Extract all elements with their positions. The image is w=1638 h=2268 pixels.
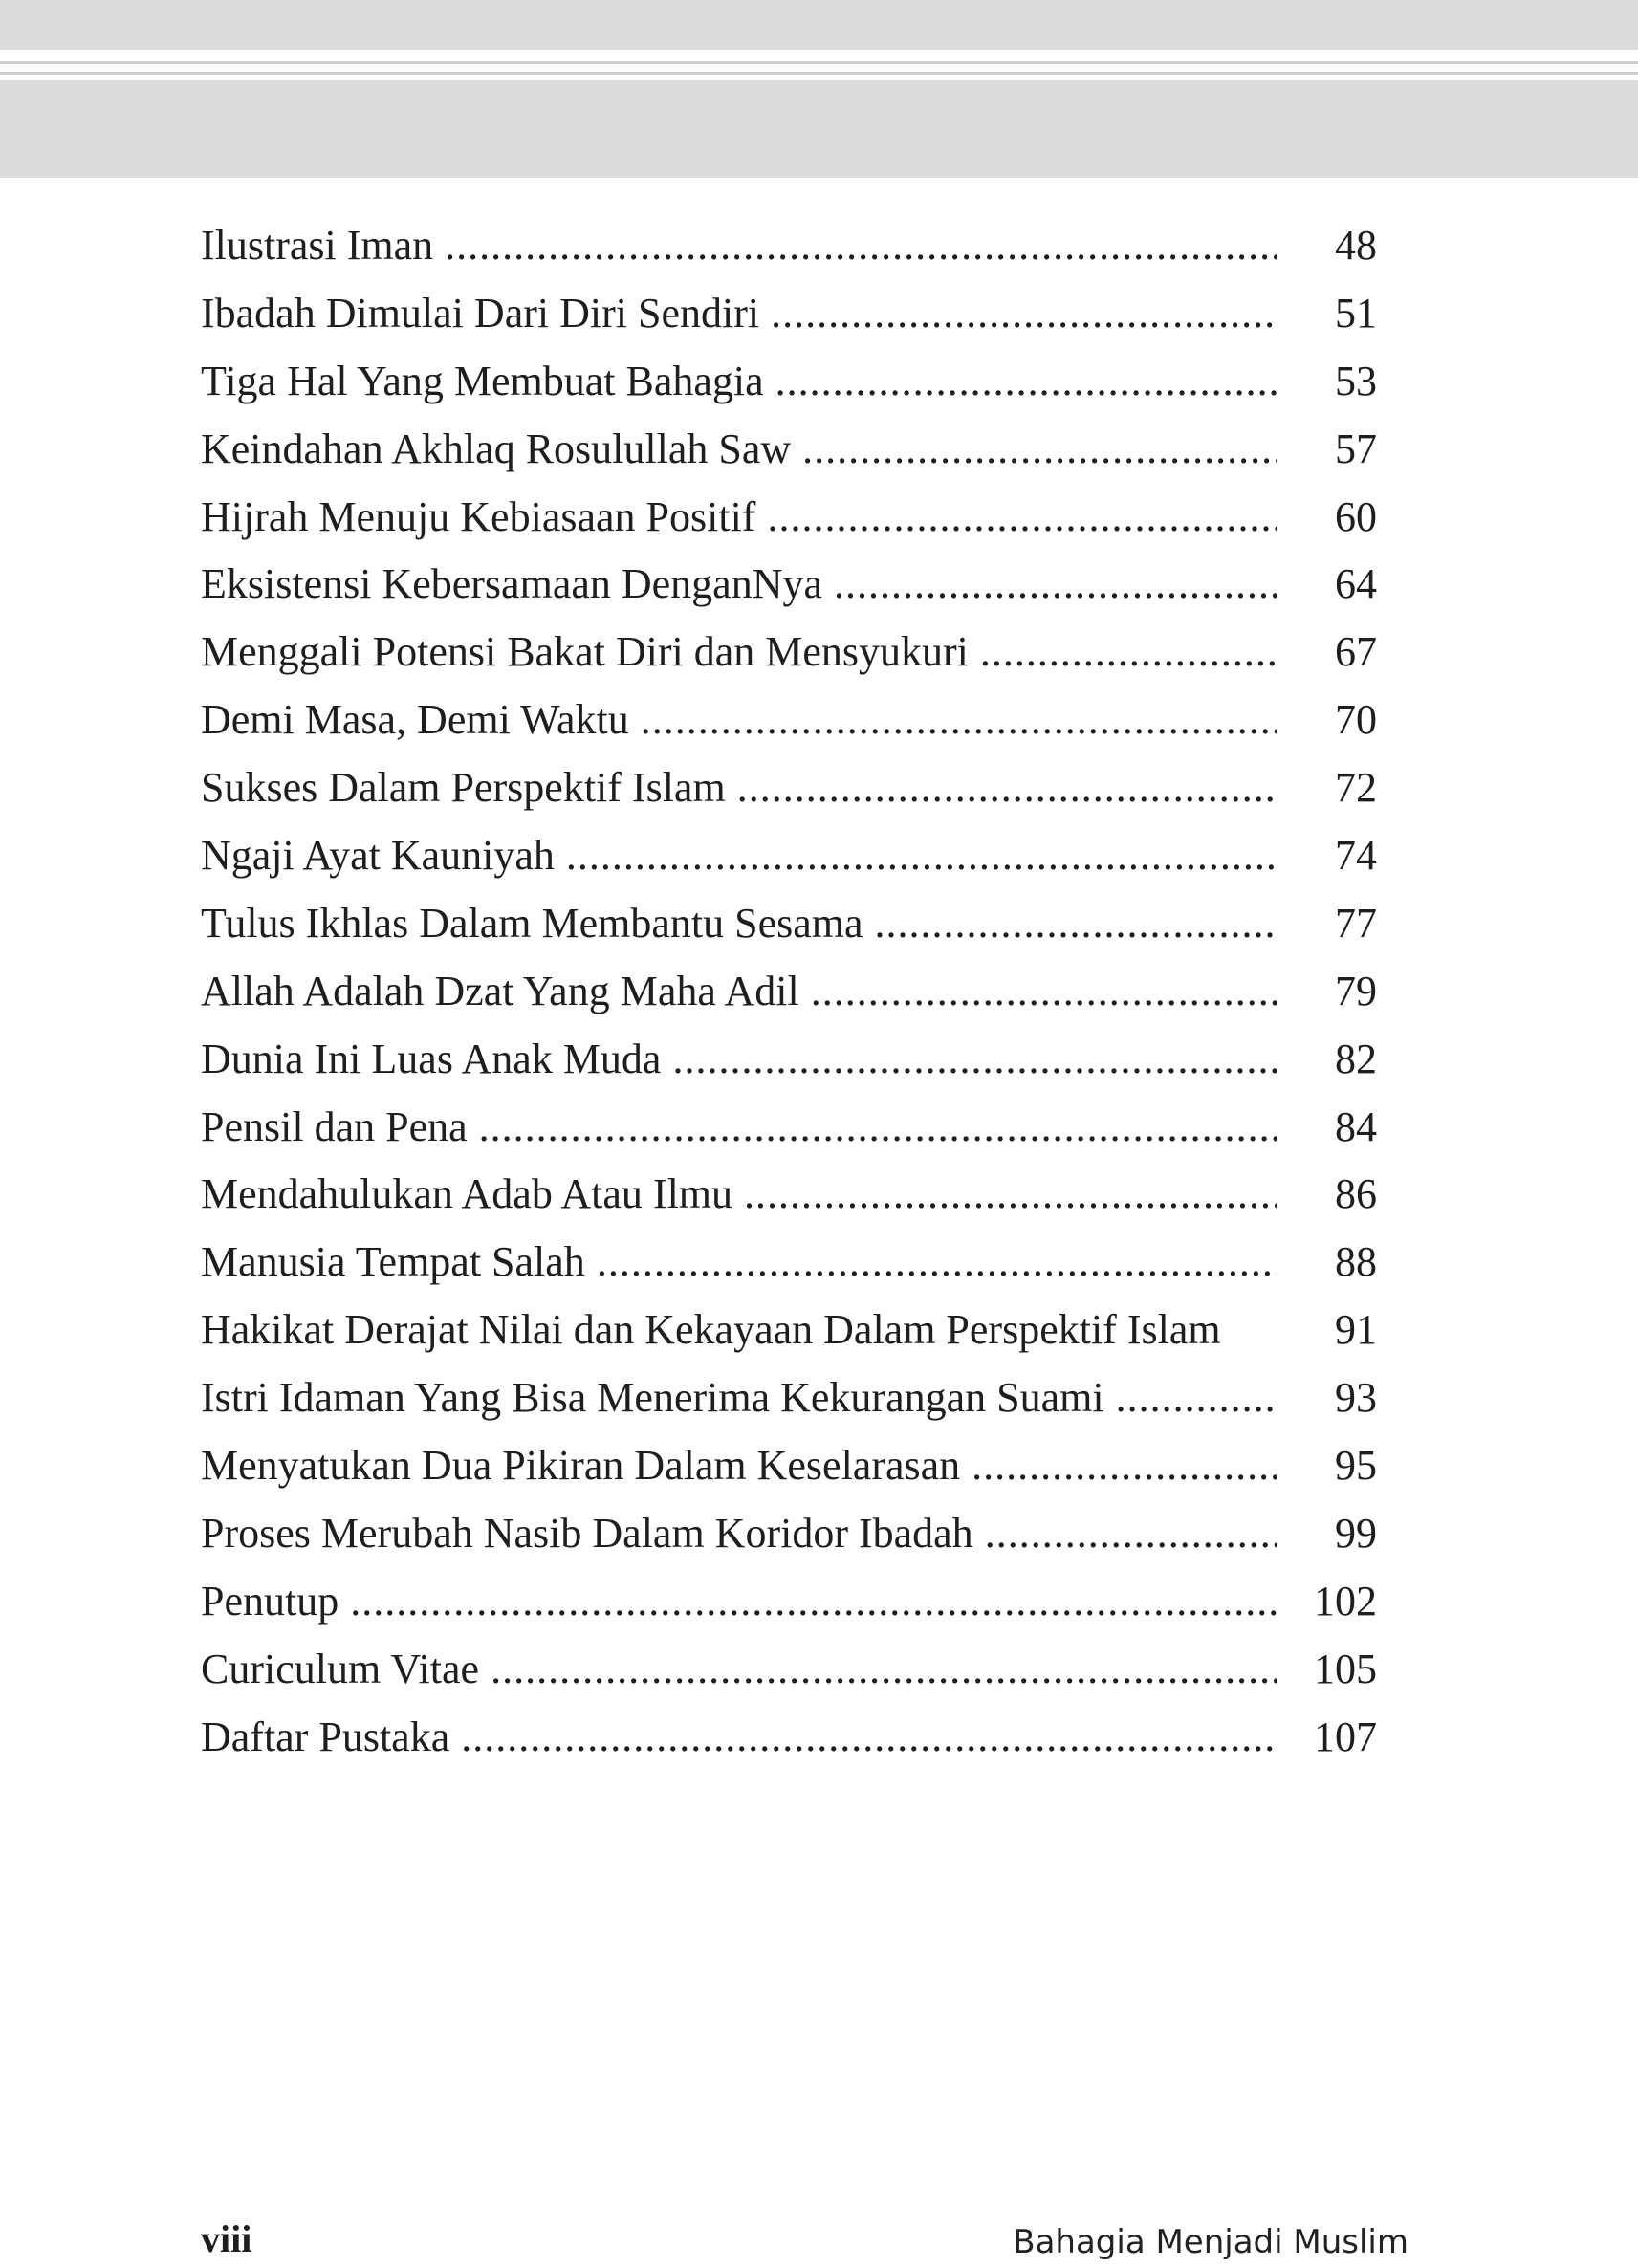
- header-band-top: [0, 0, 1638, 50]
- toc-entry-page: 105: [1314, 1645, 1377, 1692]
- toc-entry-page: 99: [1335, 1509, 1377, 1557]
- toc-entry-page: 67: [1335, 628, 1377, 676]
- toc-entry: [201, 1229, 1377, 1297]
- toc-entry-title: Hakikat Derajat Nilai dan Kekayaan Dalam Perspektif Islam: [201, 1306, 1221, 1354]
- toc-entry-page: 82: [1335, 1035, 1377, 1082]
- toc-entry-title: Istri Idaman Yang Bisa Menerima Kekurangan Suami .....: [201, 1364, 1277, 1432]
- toc-entry: [201, 1432, 1377, 1500]
- toc-entry: [201, 1636, 1377, 1704]
- toc-entry-page: 72: [1335, 764, 1377, 812]
- toc-entry-page: 102: [1314, 1577, 1377, 1625]
- toc-entry: [201, 1297, 1377, 1364]
- toc-entry: [201, 687, 1377, 754]
- toc-entry-page: 79: [1335, 967, 1377, 1014]
- toc-entry: [201, 280, 1377, 348]
- toc-entry-page: 70: [1335, 696, 1377, 744]
- toc-entry: [201, 1161, 1377, 1229]
- toc-entry-title: Ilustrasi Iman .....: [201, 212, 1277, 280]
- toc-entry: [201, 348, 1377, 416]
- toc-entry: [201, 484, 1377, 552]
- toc-entry-title: Ngaji Ayat Kauniyah .....: [201, 822, 1277, 890]
- toc-entry-title: Sukses Dalam Perspektif Islam .....: [201, 754, 1277, 822]
- toc-entry-title: Mendahulukan Adab Atau Ilmu .....: [201, 1161, 1277, 1229]
- running-footer-title: Bahagia Menjadi Muslim: [1013, 2223, 1409, 2261]
- toc-entry-title: Menyatukan Dua Pikiran Dalam Keselarasan .....: [201, 1432, 1277, 1500]
- toc-entry-title: Dunia Ini Luas Anak Muda .....: [201, 1026, 1277, 1094]
- toc-entry: [201, 890, 1377, 958]
- toc-entry-title: Ibadah Dimulai Dari Diri Sendiri .....: [201, 280, 1277, 348]
- toc-entry: [201, 958, 1377, 1026]
- toc-entry-page: 74: [1335, 832, 1377, 880]
- toc-entry: [201, 551, 1377, 619]
- toc-entry: [201, 1500, 1377, 1568]
- toc-entry: [201, 1568, 1377, 1636]
- toc-entry-page: 107: [1314, 1712, 1377, 1760]
- toc-entry-title: Penutup .....: [201, 1568, 1277, 1636]
- toc-entry: [201, 754, 1377, 822]
- toc-entry-title: Pensil dan Pena .....: [201, 1094, 1277, 1162]
- toc-entry-page: 64: [1335, 560, 1377, 608]
- toc-entry: [201, 1704, 1377, 1772]
- toc-entry-page: 86: [1335, 1170, 1377, 1218]
- toc-entry-title: Manusia Tempat Salah .....: [201, 1229, 1277, 1297]
- toc-entry-page: 48: [1335, 222, 1377, 269]
- toc-entry-title: Demi Masa, Demi Waktu .....: [201, 687, 1277, 754]
- toc-entry-title: Tiga Hal Yang Membuat Bahagia .....: [201, 348, 1277, 416]
- toc-entry-page: 60: [1335, 492, 1377, 540]
- toc-entry-title: Allah Adalah Dzat Yang Maha Adil .....: [201, 958, 1277, 1026]
- toc-entry: [201, 1026, 1377, 1094]
- header-band-bottom: [0, 80, 1638, 178]
- header-rule: [0, 61, 1638, 64]
- toc-entry-title: Menggali Potensi Bakat Diri dan Mensyukuri .....: [201, 619, 1277, 687]
- page-number: viii: [201, 2217, 252, 2260]
- toc-entry-page: 88: [1335, 1238, 1377, 1286]
- toc-entry-page: 84: [1335, 1102, 1377, 1150]
- toc-entry: [201, 822, 1377, 890]
- toc-entry-page: 95: [1335, 1442, 1377, 1490]
- toc-entry: [201, 1094, 1377, 1162]
- toc-entry: [201, 619, 1377, 687]
- toc-entry-title: Eksistensi Kebersamaan DenganNya .....: [201, 551, 1277, 619]
- toc-entry-title: Tulus Ikhlas Dalam Membantu Sesama .....: [201, 890, 1277, 958]
- toc-entry: [201, 212, 1377, 280]
- table-of-contents: [201, 212, 1377, 1771]
- toc-entry-title: Proses Merubah Nasib Dalam Koridor Ibadah .....: [201, 1500, 1277, 1568]
- toc-entry-title: Keindahan Akhlaq Rosulullah Saw .....: [201, 416, 1277, 484]
- toc-entry-page: 91: [1335, 1306, 1377, 1354]
- toc-entry-title: Daftar Pustaka .....: [201, 1704, 1277, 1772]
- toc-entry-title: Hijrah Menuju Kebiasaan Positif .....: [201, 484, 1277, 552]
- toc-entry-page: 51: [1335, 289, 1377, 337]
- toc-entry: [201, 416, 1377, 484]
- toc-entry: [201, 1364, 1377, 1432]
- toc-entry-page: 77: [1335, 899, 1377, 947]
- header-rule: [0, 72, 1638, 75]
- toc-entry-page: 53: [1335, 357, 1377, 404]
- toc-entry-page: 93: [1335, 1374, 1377, 1422]
- toc-entry-page: 57: [1335, 425, 1377, 472]
- toc-entry-title: Curiculum Vitae .....: [201, 1636, 1277, 1704]
